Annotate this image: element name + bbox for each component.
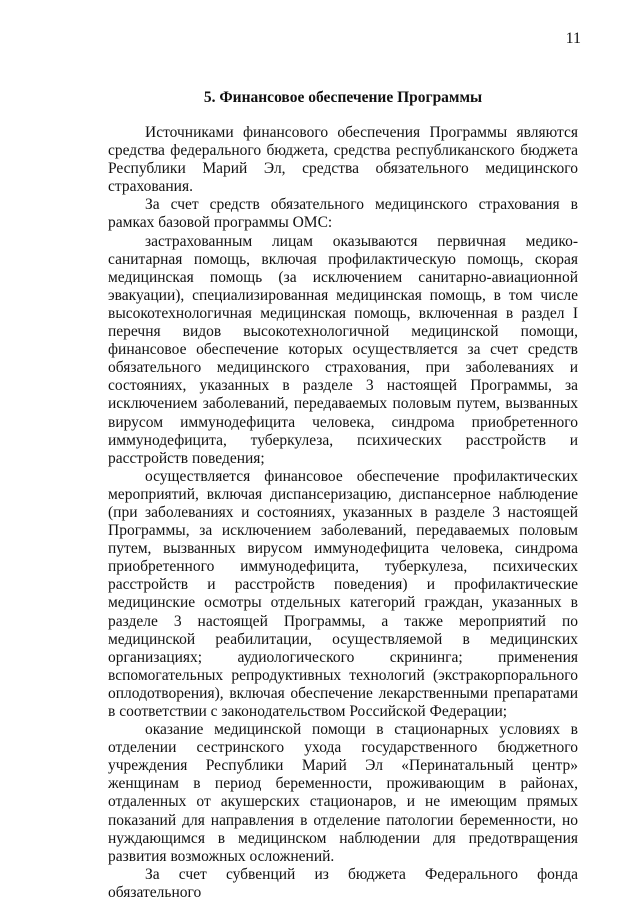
paragraph-subventions: За счет субвенций из бюджета Федерального фонда обязательного [108,865,578,901]
paragraph-funding-sources: Источниками финансового обеспечения Программы являются средства федерального бюджета, средства республиканского бюджета Республики Марий Эл, средства обязательного медицинского страхования. [108,124,578,196]
paragraph-inpatient-care: оказание медицинской помощи в стационарных условиях в отделении сестринского ухода государственного бюджетного учреждения Республики Марий Эл «Перинатальный центр» женщинам в период беременности, проживающим в районах, отдаленных от акушерских стационаров, и не имеющим прямых показаний для направления в отделение патологии беременности, но нуждающимся в медицинском наблюдении для предотвращения развития возможных осложнений. [108,721,578,865]
paragraph-insured-care: застрахованным лицам оказываются первичная медико-санитарная помощь, включая профилактическую помощь, скорая медицинская помощь (за исключением санитарно-авиационной эвакуации), специализированная медицинская помощь, в том числе высокотехнологичная медицинская помощь, включенная в раздел I перечня видов высокотехнологичной медицинской помощи, финансовое обеспечение которых осуществляется за счет средств обязательного медицинского страхования, при заболеваниях и состояниях, указанных в разделе 3 настоящей Программы, за исключением заболеваний, передаваемых половым путем, вызванных вирусом иммунодефицита человека, синдрома приобретенного иммунодефицита, туберкулеза, психических расстройств и расстройств поведения; [108,232,578,467]
document-body [108,88,578,902]
page-number: 11 [565,30,581,47]
section-heading: 5. Финансовое обеспечение Программы [203,89,483,106]
paragraph-oms-intro: За счет средств обязательного медицинского страхования в рамках базовой программы ОМС: [108,196,578,232]
paragraph-preventive-measures: осуществляется финансовое обеспечение профилактических мероприятий, включая диспансеризацию, диспансерное наблюдение (при заболеваниях и состояниях, указанных в разделе 3 настоящей Программы, за исключением заболеваний, передаваемых половым путем, вызванных вирусом иммунодефицита человека, синдрома приобретенного иммунодефицита, туберкулеза, психических расстройств и расстройств поведения) и профилактические медицинские осмотры отдельных категорий граждан, указанных в разделе 3 настоящей Программы, а также мероприятий по медицинской реабилитации, осуществляемой в медицинских организациях; аудиологического скрининга; применения вспомогательных репродуктивных технологий (экстракорпорального оплодотворения), включая обеспечение лекарственными препаратами в соответствии с законодательством Российской Федерации; [108,467,578,720]
